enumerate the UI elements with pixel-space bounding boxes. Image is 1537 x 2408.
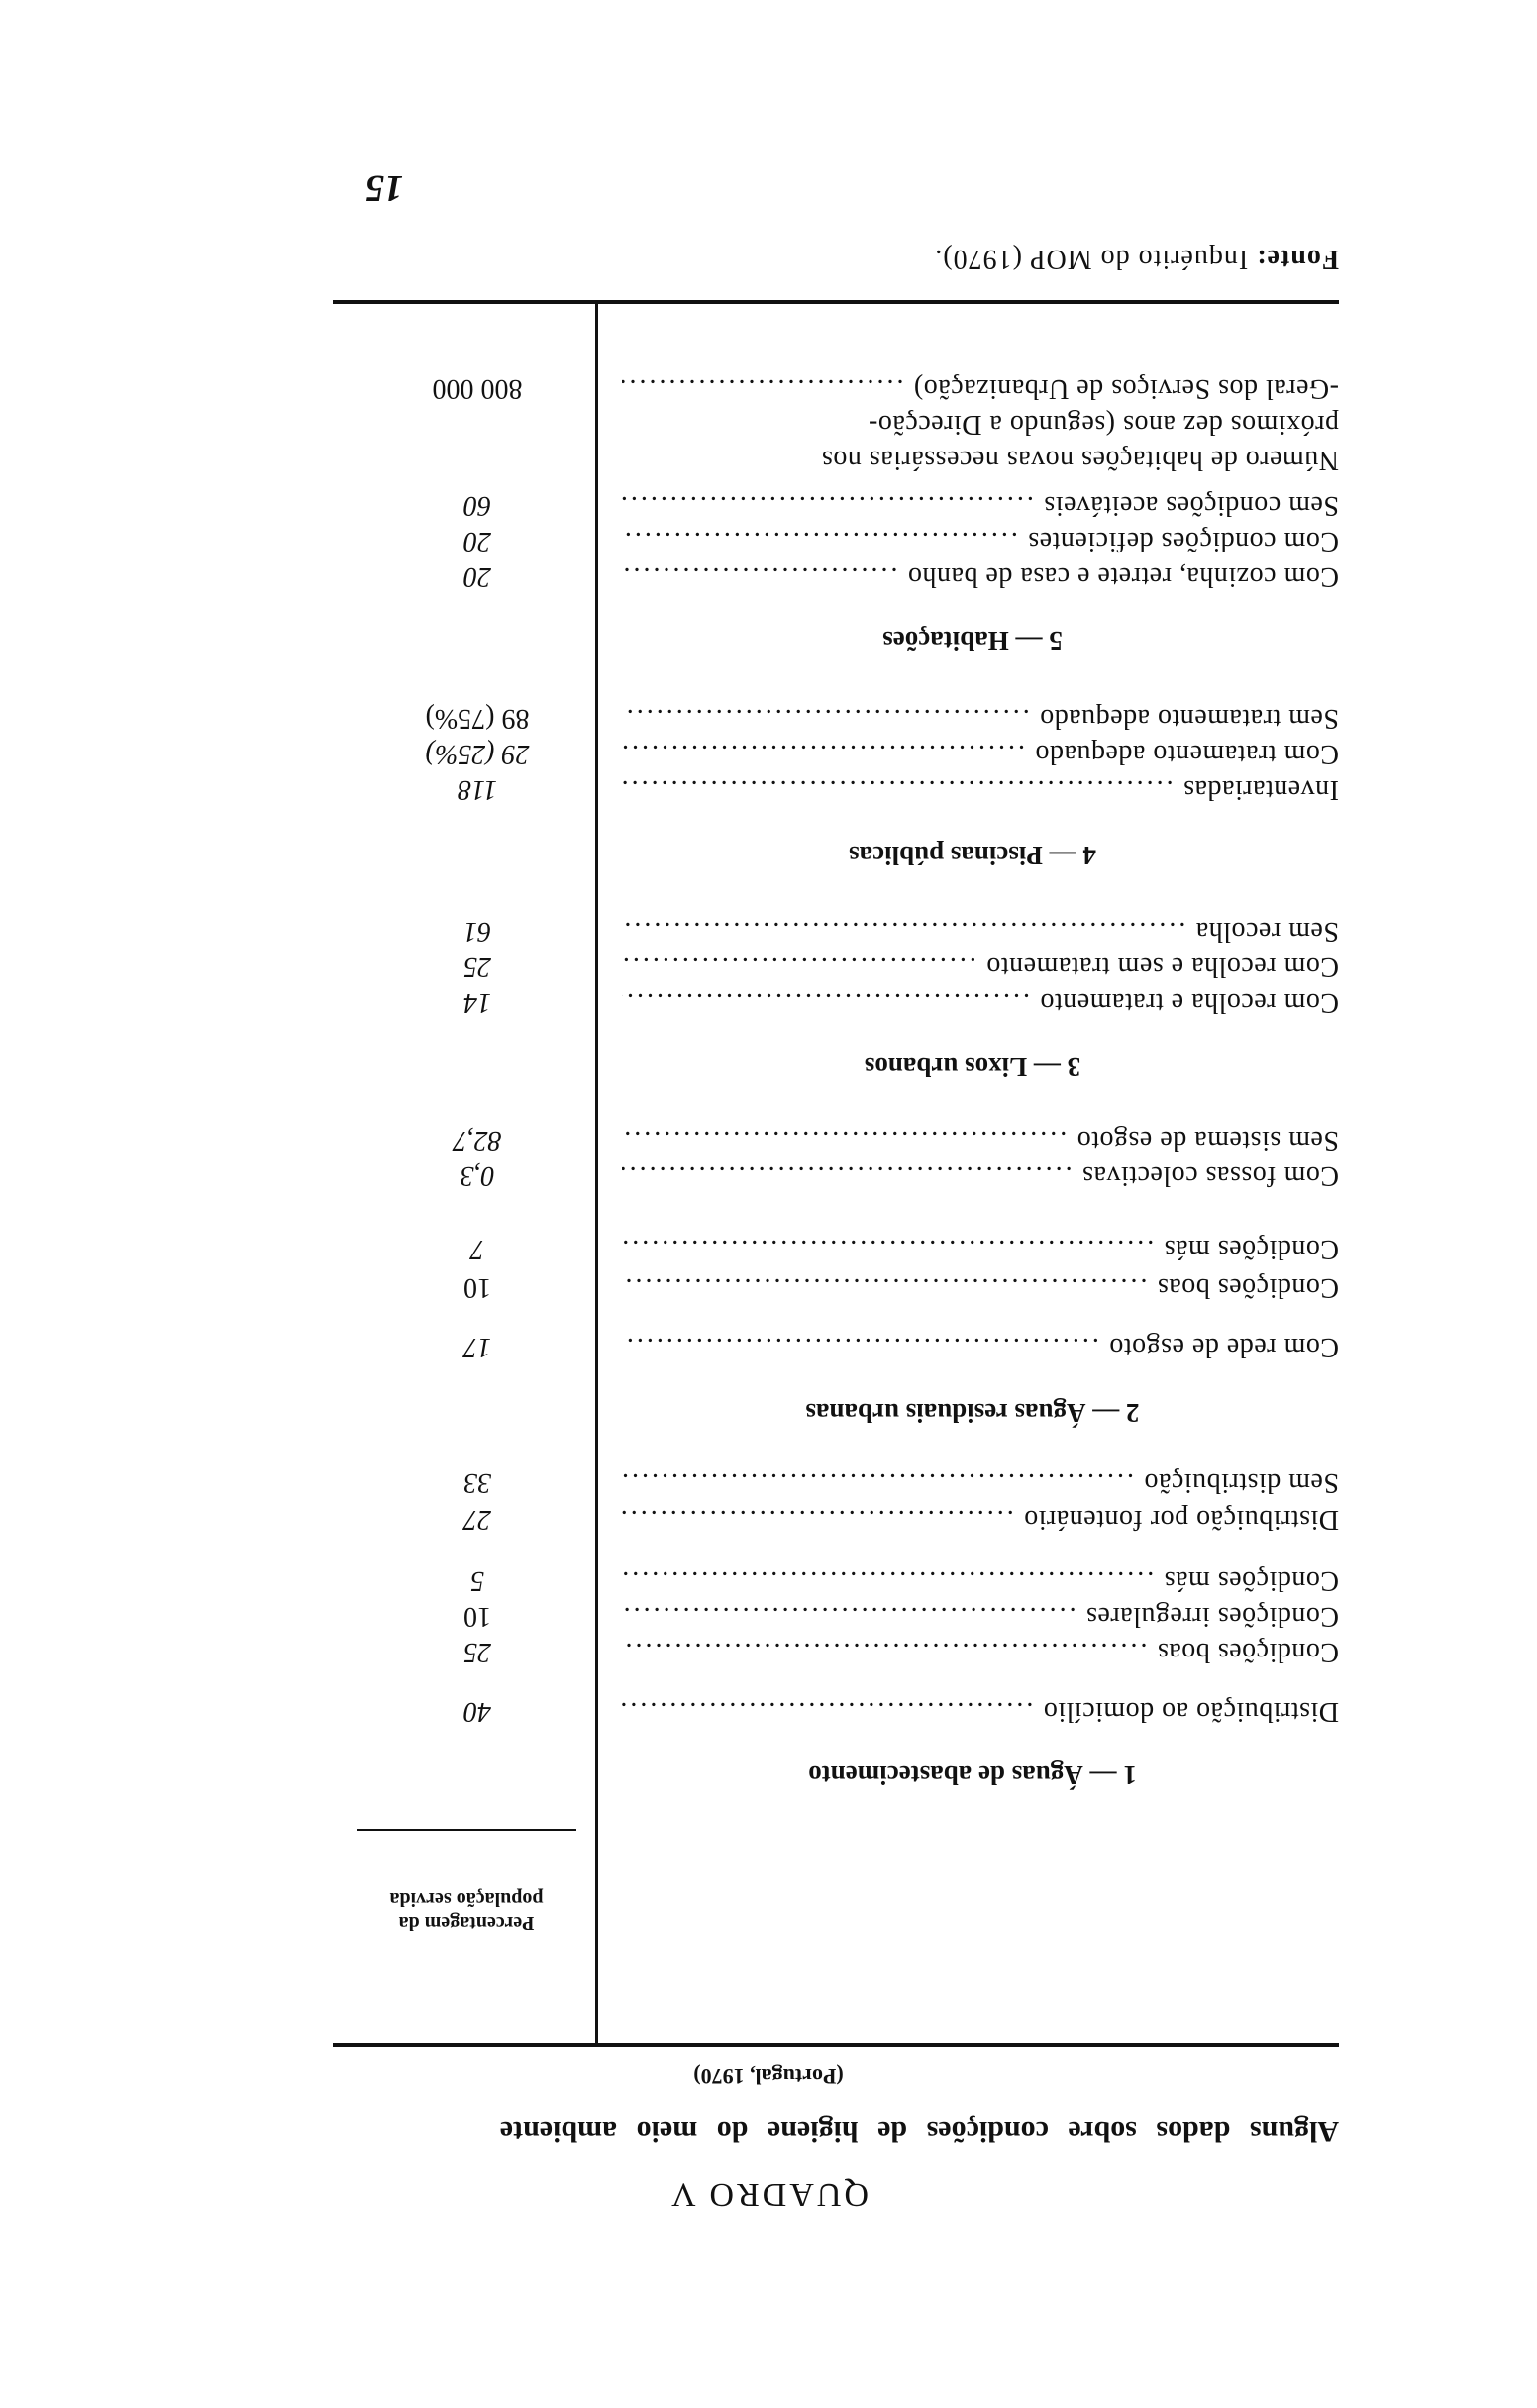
row-value: 89 (75%) [425, 703, 530, 734]
table-heading: Alguns dados sobre condições de higiene do meio ambiente [499, 2115, 1339, 2148]
section-title: 4 — Piscinas públicas [849, 841, 1096, 870]
row-value: 20 [463, 561, 491, 592]
table-bottom-rule [333, 300, 1339, 304]
row-label: Sem recolha ..... [622, 913, 1339, 949]
row-value: 17 [463, 1332, 491, 1362]
row-label: Distribuição ao domicílio ..... [622, 1693, 1339, 1729]
row-value: 14 [463, 987, 491, 1018]
note-line: -Geral dos Serviços de Urbanização) ..... [622, 370, 1339, 406]
row-label: Com rede de esgoto ..... [622, 1329, 1339, 1364]
row-value: 29 (25%) [425, 739, 530, 769]
row-label: Com fossas colectivas ..... [622, 1157, 1339, 1193]
row-label: Sem condições aceitáveis ..... [622, 487, 1339, 523]
section-title: 1 — Águas de abastecimento [808, 1760, 1137, 1790]
row-value: 5 [470, 1565, 484, 1596]
row-label: Com tratamento adequado ..... [622, 736, 1339, 771]
row-label: Com recolha e tratamento ..... [622, 984, 1339, 1020]
page-number: 15 [365, 167, 403, 209]
row-value: 10 [463, 1601, 491, 1632]
note-line: próximos dez anos (segundo a Direcção- [868, 409, 1339, 440]
row-value: 0,3 [460, 1160, 495, 1191]
row-value: 118 [458, 774, 497, 805]
note-line: Número de habitações novas necessárias nos [821, 445, 1339, 475]
source-note [934, 243, 1339, 274]
row-value: 7 [470, 1234, 484, 1264]
row-label: Com cozinha, retrete e casa de banho ..... [622, 558, 1339, 594]
row-value: 25 [463, 952, 491, 982]
row-value: 40 [463, 1696, 491, 1727]
table-top-rule [333, 2043, 1339, 2047]
row-label: Sem distribuição ..... [622, 1464, 1339, 1500]
row-value: 33 [463, 1467, 491, 1498]
column-divider [595, 302, 598, 2045]
row-label: Com recolha e sem tratamento ..... [622, 949, 1339, 984]
row-label: Condições más ..... [622, 1562, 1339, 1598]
row-label: Inventariadas ..... [622, 771, 1339, 807]
row-value: 60 [463, 490, 491, 521]
row-label: Condições boas ..... [622, 1634, 1339, 1669]
row-label: Condições boas ..... [622, 1269, 1339, 1305]
row-value: 20 [463, 526, 491, 556]
row-value: 61 [463, 916, 491, 947]
row-label: Condições irregulares ..... [622, 1598, 1339, 1634]
row-label: Sem tratamento adequado ..... [622, 700, 1339, 736]
row-label: Com condições deficientes ..... [622, 523, 1339, 558]
row-label: Condições más ..... [622, 1231, 1339, 1266]
section-title: 3 — Lixos urbanos [864, 1053, 1081, 1082]
row-value: 25 [463, 1637, 491, 1667]
column-header: Percentagem da população servida [389, 1888, 544, 1934]
table-subheading: (Portugal, 1970) [693, 2064, 844, 2089]
row-value: 27 [463, 1504, 491, 1535]
section-title: 5 — Habitações [882, 626, 1063, 655]
source-text: Inquérito do MOP (1970). [934, 244, 1249, 274]
note-value: 800 000 [432, 373, 523, 404]
row-label: Distribuição por fontenário ..... [622, 1501, 1339, 1537]
row-value: 10 [463, 1272, 491, 1303]
source-label: Fonte: [1256, 244, 1339, 274]
row-value: 82,7 [453, 1125, 502, 1155]
section-title: 2 — Águas residuais urbanas [805, 1398, 1140, 1428]
table-title: QUADRO V [668, 2176, 869, 2213]
row-label: Sem sistema de esgoto ..... [622, 1122, 1339, 1157]
column-header-rule [357, 1829, 576, 1831]
